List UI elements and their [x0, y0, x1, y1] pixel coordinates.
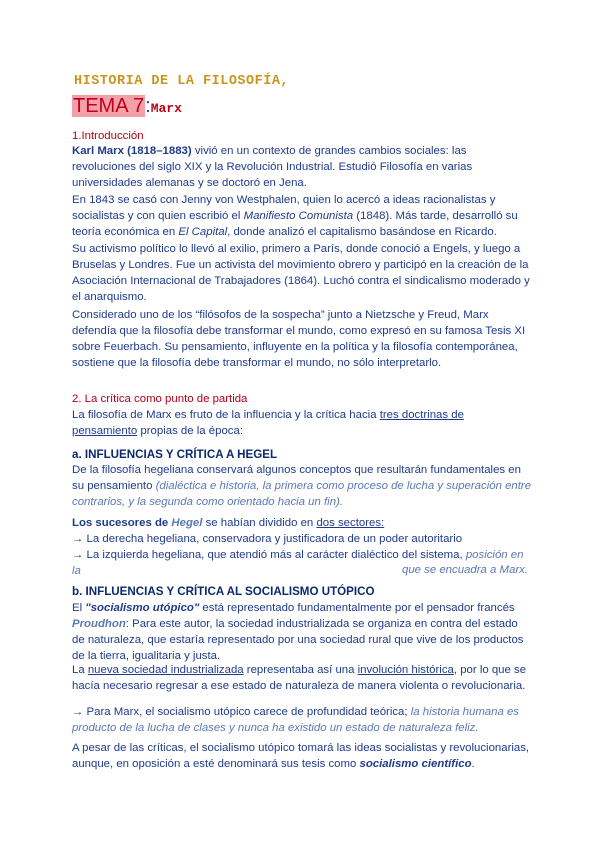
hegel-p2-text: se habían dividido en [202, 517, 317, 529]
hegel-left-italic: posición en la [72, 549, 524, 577]
p2-text-e: , donde analizó el capitalismo basándose en Ricardo. [227, 226, 497, 238]
intro-paragraph-4: Considerado uno de los “filósofos de la sospecha” junto a Nietzsche y Freud, Marx defendía que la filosofía debe transformar el mundo, como expresó en su famosa Tesis XI sobre Feuerbach. Su pensamiento, influyente en la política y la filosofía contemporánea, sostiene que la filosofía debe transformar el mundo, no sólo interpretarlo. [72, 309, 526, 369]
section-2-title: 2. La crítica como punto de partida [72, 393, 248, 405]
scientific-socialism: socialismo científico [359, 758, 472, 770]
utopian-paragraph-1b [72, 616, 532, 664]
heading-hegel: a. INFLUENCIAS Y CRÍTICA A HEGEL [72, 448, 278, 461]
hegel-p1-text: De la filosofía hegeliana conservará algunos conceptos que resultarán fundamentales en su pensamiento [72, 464, 521, 492]
topic-subject: Marx [150, 101, 182, 116]
utopian-p1-a: El [72, 602, 86, 614]
hegel-paragraph-1 [72, 462, 532, 510]
proudhon-name: Proudhon [72, 618, 126, 630]
new-industrial-society: nueva sociedad industrializada [87, 664, 244, 676]
utopian-paragraph-3 [72, 704, 532, 736]
course-title: HISTORIA DE LA FILOSOFÍA, [74, 74, 290, 89]
topic-label: TEMA 7 [73, 95, 145, 117]
utopian-p3-italic: la historia humana es producto de la lucha de clases y nunca ha existido un estado de naturaleza feliz. [72, 706, 520, 734]
p2-text-a: En 1843 se casó con Jenny von Westphalen, quien lo acercó a ideas racionalistas y socialistas y con quien escribió el [72, 194, 496, 222]
el-capital-title: El Capital [178, 226, 228, 238]
manifesto-title: Manifiesto Comunista [243, 210, 354, 222]
utopian-p1-e: : Para este autor, la sociedad industrializada se organiza en contra del estado de naturaleza, que estaría representado por una sociedad rural que vive de los productos de la tierra, igualitaria y justa. [72, 618, 524, 662]
utopian-p2-a: La [72, 664, 88, 676]
utopian-p3-a: → Para Marx, el socialismo utópico carece de profundidad teórica; [72, 706, 411, 718]
section-2-intro [72, 407, 532, 439]
utopian-p2-e: , por lo que se hacía necesario regresar a ese estado de naturaleza de manera violenta o revolucionaria. [72, 664, 527, 692]
hegel-name: Hegel [171, 517, 203, 529]
intro-paragraph-3: Su activismo político lo llevó al exilio, primero a París, donde conoció a Engels, y luego a Bruselas y Londres. Fue un activista del movimiento obrero y participó en la creación de la Asociación Internacional de Trabajadores (1864). Luchó contra el sindicalismo moderado y el anarquismo. [72, 243, 530, 303]
topic-title [72, 94, 182, 121]
p2-text-c: (1848). Más tarde, desarrolló su teoría económica en [72, 210, 518, 238]
intro-paragraph-1-text: vivió en un contexto de grandes cambios sociales: las revoluciones del siglo XIX y la Revolución Industrial. Estudió Filosofía en varias universidades alemanas y se doctoró en Jena. [72, 145, 473, 189]
intro-text-a: La filosofía de Marx es fruto de la influencia y la crítica hacia [72, 409, 380, 421]
intro-paragraph-1 [72, 143, 532, 191]
historical-involution: involución histórica [357, 664, 454, 676]
section-1-title: 1.Introducción [72, 130, 144, 142]
utopian-p1-c: está representado fundamentalmente por el pensador francés [199, 602, 515, 614]
utopian-p4-a: A pesar de las críticas, el socialismo utópico tomará las ideas socialistas y revolucionarias, aunque, en oposición a esté denominará sus tesis como [72, 742, 530, 770]
utopian-paragraph-2 [72, 662, 532, 694]
two-sectors: dos sectores: [316, 517, 385, 529]
three-doctrines: tres doctrinas de pensamiento [72, 409, 464, 437]
hegel-paragraph-2 [72, 515, 532, 531]
intro-text-c: propias de la época: [137, 425, 243, 437]
heading-utopian: b. INFLUENCIAS Y CRÍTICA AL SOCIALISMO UTÓPICO [72, 585, 375, 598]
utopian-term: "socialismo utópico" [85, 602, 200, 614]
utopian-p4-c: . [471, 758, 475, 770]
utopian-paragraph-1 [72, 600, 532, 616]
marx-name: Karl Marx (1818–1883) [72, 145, 192, 157]
hegel-left-text: → La izquierda hegeliana, que atendió más al carácter dialéctico del sistema, [72, 549, 466, 561]
hegel-p1-italic: (dialéctica e historia, la primera como proceso de lucha y superación entre contrarios, y la segunda como orientado hacia un fin). [72, 480, 532, 508]
utopian-p2-c: representaba así una [243, 664, 358, 676]
hegel-right-item: → La derecha hegeliana, conservadora y justificadora de un poder autoritario [72, 533, 463, 545]
successors-label: Los sucesores de [72, 517, 172, 529]
utopian-paragraph-4 [72, 740, 532, 772]
topic-colon: : [145, 95, 151, 117]
intro-paragraph-2 [72, 192, 532, 240]
hegel-left-italic-cont: que se encuadra a Marx. [401, 564, 528, 576]
